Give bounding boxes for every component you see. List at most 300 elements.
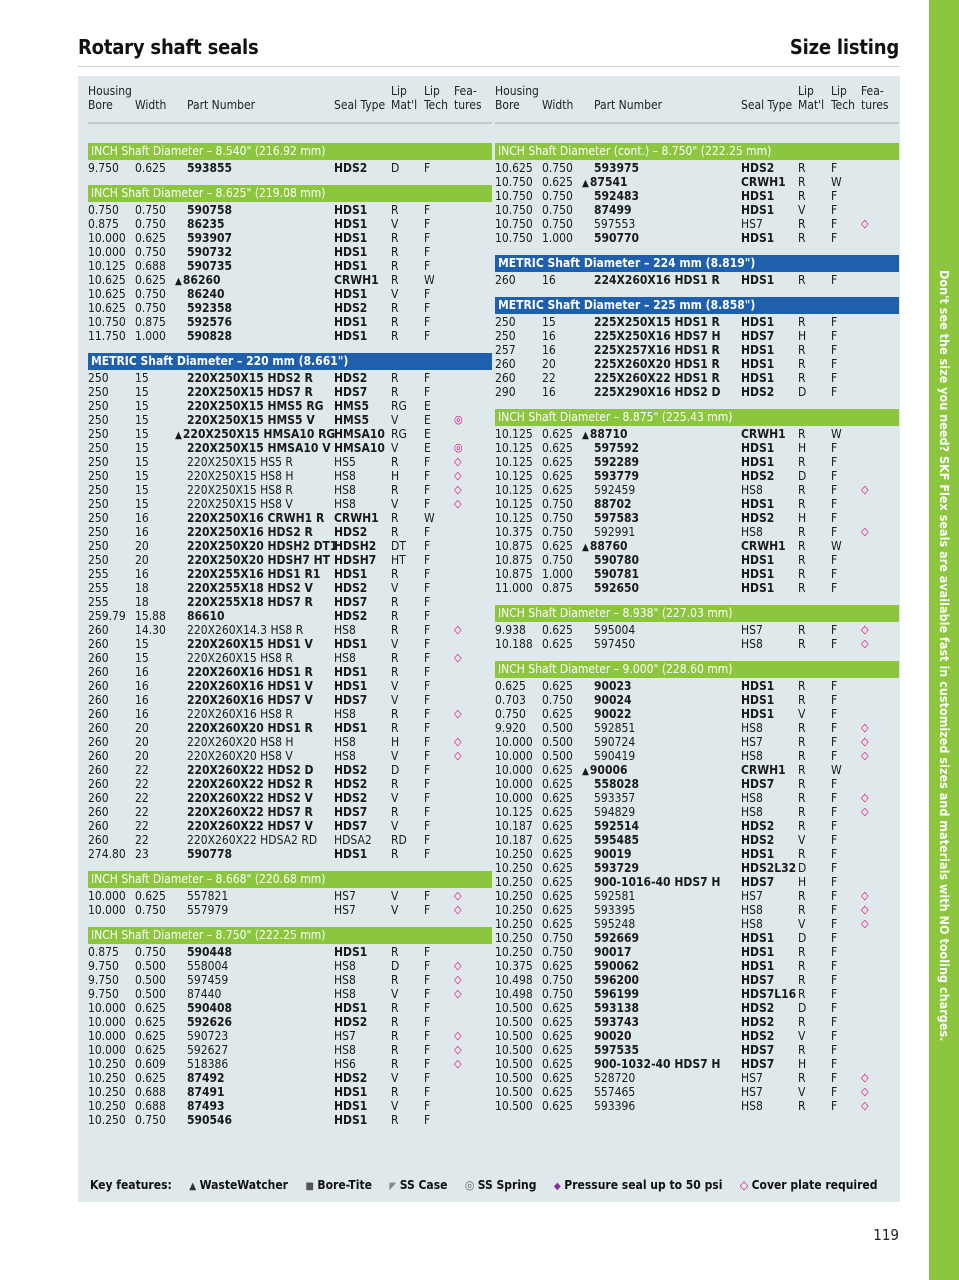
cell-width: 18 bbox=[135, 595, 149, 609]
cell-bore: 250 bbox=[495, 329, 516, 343]
cell-lip-tech: F bbox=[424, 819, 431, 833]
cell-lip-tech: F bbox=[424, 1001, 431, 1015]
cell-part-number: 518386 bbox=[187, 1057, 229, 1071]
cell-lip-material: V bbox=[798, 707, 806, 721]
cell-bore: 250 bbox=[88, 539, 109, 553]
cell-seal-type: HS7 bbox=[741, 889, 763, 903]
cell-seal-type: HS8 bbox=[741, 805, 763, 819]
cell-seal-type: HDS2 bbox=[334, 581, 368, 595]
table-row bbox=[88, 1029, 492, 1043]
cell-seal-type: HDS1 bbox=[334, 203, 368, 217]
table-row bbox=[495, 637, 899, 651]
table-row bbox=[88, 553, 492, 567]
cell-lip-material: V bbox=[391, 819, 399, 833]
table-row bbox=[495, 385, 899, 399]
cell-bore: 260 bbox=[88, 665, 109, 679]
table-row bbox=[88, 441, 492, 455]
cell-lip-tech: F bbox=[831, 749, 838, 763]
table-row bbox=[495, 539, 899, 553]
cell-lip-material: R bbox=[391, 525, 399, 539]
cell-lip-material: V bbox=[391, 679, 399, 693]
cell-part-number: 225X260X20 HDS1 R bbox=[594, 357, 720, 371]
cell-part-number: 592459 bbox=[594, 483, 636, 497]
cell-part-number: 220X260X16 HDS1 R bbox=[187, 665, 313, 679]
left-column-header bbox=[88, 84, 492, 112]
cell-lip-material: R bbox=[391, 245, 399, 259]
cell-bore: 10.875 bbox=[495, 553, 533, 567]
cell-width: 0.625 bbox=[135, 273, 166, 287]
cell-bore: 10.125 bbox=[495, 469, 533, 483]
left-size-table bbox=[88, 143, 492, 1127]
cell-lip-tech: F bbox=[424, 847, 431, 861]
cell-bore: 10.250 bbox=[495, 931, 533, 945]
cell-part-number: 593907 bbox=[187, 231, 233, 245]
cell-width: 15 bbox=[135, 651, 149, 665]
cell-seal-type: HDS2 bbox=[334, 161, 368, 175]
table-row bbox=[495, 861, 899, 875]
cell-seal-type: HDS2 bbox=[741, 1001, 775, 1015]
cell-width: 22 bbox=[542, 371, 556, 385]
cell-lip-tech: F bbox=[831, 791, 838, 805]
header-lip-tech-top: Lip bbox=[831, 84, 847, 98]
table-row bbox=[88, 399, 492, 413]
cell-width: 20 bbox=[135, 553, 149, 567]
cell-bore: 10.125 bbox=[495, 441, 533, 455]
table-row bbox=[495, 231, 899, 245]
table-row bbox=[88, 511, 492, 525]
cell-bore: 250 bbox=[88, 427, 109, 441]
cell-bore: 260 bbox=[88, 805, 109, 819]
cell-width: 0.750 bbox=[135, 245, 166, 259]
header-features: tures bbox=[454, 98, 482, 112]
cell-part-number: 220X260X22 HDS2 D bbox=[187, 763, 314, 777]
cell-features: ◇ bbox=[454, 623, 462, 636]
cell-lip-tech: F bbox=[831, 1029, 838, 1043]
cell-seal-type: HDS1 bbox=[334, 567, 368, 581]
cell-bore: 10.000 bbox=[88, 231, 126, 245]
key-features-legend bbox=[90, 1178, 892, 1192]
cell-lip-material: H bbox=[798, 1057, 807, 1071]
cell-seal-type: CRWH1 bbox=[741, 175, 786, 189]
cell-bore: 10.250 bbox=[495, 945, 533, 959]
cell-width: 0.500 bbox=[135, 987, 166, 1001]
cell-bore: 0.875 bbox=[88, 945, 119, 959]
cell-width: 0.625 bbox=[542, 1071, 573, 1085]
cell-width: 15 bbox=[135, 385, 149, 399]
cell-lip-material: V bbox=[391, 749, 399, 763]
cell-lip-material: D bbox=[798, 861, 807, 875]
cell-lip-material: V bbox=[391, 497, 399, 511]
cell-width: 0.625 bbox=[542, 539, 573, 553]
cell-seal-type: HDS7L16 bbox=[741, 987, 797, 1001]
cell-part-number: 590062 bbox=[594, 959, 640, 973]
cell-features: ◇ bbox=[454, 1057, 462, 1070]
cell-features: ◇ bbox=[861, 217, 869, 230]
cell-part-number: 224X260X16 HDS1 R bbox=[594, 273, 720, 287]
cell-part-number: 597553 bbox=[594, 217, 636, 231]
cell-lip-material: R bbox=[798, 819, 806, 833]
cell-width: 1.000 bbox=[542, 231, 573, 245]
cell-width: 15 bbox=[135, 399, 149, 413]
table-row bbox=[88, 1043, 492, 1057]
cell-seal-type: HS8 bbox=[334, 1043, 356, 1057]
cell-lip-tech: F bbox=[424, 553, 431, 567]
cell-width: 0.750 bbox=[542, 553, 573, 567]
cell-bore: 10.875 bbox=[495, 567, 533, 581]
cell-lip-tech: F bbox=[424, 497, 431, 511]
table-row bbox=[495, 189, 899, 203]
cell-bore: 260 bbox=[88, 707, 109, 721]
cell-part-number: 220X260X16 HDS1 V bbox=[187, 679, 313, 693]
table-row bbox=[495, 1015, 899, 1029]
cell-part-number: 220X260X15 HDS1 V bbox=[187, 637, 313, 651]
cell-bore: 260 bbox=[88, 693, 109, 707]
cell-width: 15.88 bbox=[135, 609, 166, 623]
cell-bore: 250 bbox=[88, 385, 109, 399]
cell-lip-material: RD bbox=[391, 833, 407, 847]
cell-width: 0.625 bbox=[542, 441, 573, 455]
cell-lip-tech: F bbox=[424, 1071, 431, 1085]
table-row bbox=[88, 903, 492, 917]
cell-bore: 250 bbox=[88, 441, 109, 455]
section-header: METRIC Shaft Diameter – 225 mm (8.858") bbox=[495, 297, 899, 314]
table-row bbox=[495, 847, 899, 861]
cell-width: 0.625 bbox=[135, 1015, 166, 1029]
right-header-rule bbox=[495, 122, 899, 124]
table-row bbox=[88, 819, 492, 833]
cell-lip-material: R bbox=[391, 665, 399, 679]
cell-lip-tech: F bbox=[424, 959, 431, 973]
cell-features: ◇ bbox=[861, 903, 869, 916]
table-row bbox=[88, 833, 492, 847]
legend-text: SS Case bbox=[399, 1178, 448, 1192]
cell-lip-tech: F bbox=[424, 469, 431, 483]
table-row bbox=[495, 749, 899, 763]
wastewatcher-icon: ▲ bbox=[582, 430, 589, 441]
cell-part-number: 595004 bbox=[594, 623, 636, 637]
cell-width: 22 bbox=[135, 819, 149, 833]
section-gap bbox=[495, 287, 899, 297]
wastewatcher-icon: ▲ bbox=[175, 276, 182, 287]
cell-part-number: 220X250X16 HDS2 R bbox=[187, 525, 313, 539]
cell-bore: 10.750 bbox=[495, 231, 533, 245]
cell-width: 0.625 bbox=[135, 1029, 166, 1043]
cell-lip-material: H bbox=[798, 441, 807, 455]
cell-part-number: 597459 bbox=[187, 973, 229, 987]
cell-width: 0.750 bbox=[542, 203, 573, 217]
cell-lip-tech: F bbox=[424, 245, 431, 259]
legend-pressure-seal bbox=[554, 1178, 723, 1192]
part-number-text: 88710 bbox=[589, 427, 628, 441]
cell-seal-type: HMSA10 bbox=[334, 427, 385, 441]
cell-lip-tech: F bbox=[831, 637, 838, 651]
cell-lip-material: R bbox=[798, 749, 806, 763]
cell-lip-tech: F bbox=[424, 665, 431, 679]
cell-seal-type: HDS1 bbox=[334, 329, 368, 343]
cell-bore: 250 bbox=[495, 315, 516, 329]
table-row bbox=[495, 483, 899, 497]
cell-part-number: 596200 bbox=[594, 973, 640, 987]
cell-width: 22 bbox=[135, 763, 149, 777]
cell-seal-type: HS8 bbox=[334, 623, 356, 637]
cell-lip-tech: W bbox=[831, 539, 842, 553]
cell-lip-tech: F bbox=[831, 525, 838, 539]
cell-seal-type: HDS7 bbox=[334, 693, 368, 707]
cell-bore: 10.000 bbox=[495, 735, 533, 749]
cell-bore: 10.500 bbox=[495, 1057, 533, 1071]
cell-bore: 10.625 bbox=[88, 301, 126, 315]
cell-part-number: 86235 bbox=[187, 217, 225, 231]
cell-seal-type: HS7 bbox=[741, 623, 763, 637]
cell-seal-type: HDS1 bbox=[741, 945, 775, 959]
table-row bbox=[88, 707, 492, 721]
table-row bbox=[88, 847, 492, 861]
cell-bore: 10.500 bbox=[495, 1043, 533, 1057]
cell-seal-type: HDS2 bbox=[741, 385, 775, 399]
cell-part-number: 220X255X18 HDS2 V bbox=[187, 581, 313, 595]
cell-seal-type: CRWH1 bbox=[741, 427, 786, 441]
table-row bbox=[88, 483, 492, 497]
cell-lip-tech: F bbox=[831, 273, 838, 287]
cell-width: 0.500 bbox=[542, 749, 573, 763]
cell-part-number: 558028 bbox=[594, 777, 640, 791]
cell-part-number: 592358 bbox=[187, 301, 233, 315]
cell-width: 15 bbox=[135, 427, 149, 441]
cell-seal-type: HS7 bbox=[741, 735, 763, 749]
legend-text: Cover plate required bbox=[751, 1178, 878, 1192]
cell-width: 0.750 bbox=[542, 511, 573, 525]
table-row bbox=[88, 259, 492, 273]
cell-part-number: 557821 bbox=[187, 889, 229, 903]
left-header-rule bbox=[88, 122, 492, 124]
cell-bore: 10.000 bbox=[495, 791, 533, 805]
cell-bore: 0.703 bbox=[495, 693, 526, 707]
cell-width: 0.625 bbox=[542, 847, 573, 861]
cell-seal-type: HDS1 bbox=[741, 441, 775, 455]
wastewatcher-icon: ▲ bbox=[175, 430, 182, 441]
cell-lip-tech: F bbox=[424, 217, 431, 231]
cell-bore: 290 bbox=[495, 385, 516, 399]
cell-width: 15 bbox=[542, 315, 556, 329]
table-row bbox=[495, 1057, 899, 1071]
cell-width: 0.625 bbox=[135, 889, 166, 903]
cell-lip-material: RG bbox=[391, 399, 407, 413]
cell-width: 0.625 bbox=[542, 1085, 573, 1099]
cell-lip-tech: F bbox=[424, 1015, 431, 1029]
section-gap bbox=[88, 175, 492, 185]
cell-part-number: 592483 bbox=[594, 189, 640, 203]
cell-seal-type: HDS2 bbox=[334, 525, 368, 539]
cell-lip-tech: F bbox=[424, 567, 431, 581]
cell-features: ◇ bbox=[454, 1029, 462, 1042]
cell-width: 0.625 bbox=[135, 1043, 166, 1057]
cell-lip-tech: F bbox=[831, 1001, 838, 1015]
cell-width: 0.625 bbox=[542, 791, 573, 805]
cell-lip-tech: E bbox=[424, 427, 431, 441]
cell-lip-tech: F bbox=[831, 861, 838, 875]
cell-seal-type: HDS1 bbox=[741, 553, 775, 567]
cell-part-number: 593729 bbox=[594, 861, 640, 875]
cell-bore: 10.125 bbox=[88, 259, 126, 273]
cell-lip-tech: F bbox=[424, 161, 431, 175]
cell-bore: 10.625 bbox=[495, 161, 533, 175]
cell-seal-type: HDS1 bbox=[741, 343, 775, 357]
cell-lip-material: R bbox=[798, 637, 806, 651]
cell-width: 0.500 bbox=[135, 959, 166, 973]
cell-lip-tech: F bbox=[424, 1113, 431, 1127]
cell-part-number: 220X250X15 HDS7 R bbox=[187, 385, 313, 399]
legend-text: SS Spring bbox=[477, 1178, 537, 1192]
cell-features: ◎ bbox=[454, 413, 463, 426]
cell-lip-material: D bbox=[798, 469, 807, 483]
table-row bbox=[495, 1001, 899, 1015]
cell-bore: 10.500 bbox=[495, 1085, 533, 1099]
cell-seal-type: HDS7 bbox=[741, 973, 775, 987]
table-row bbox=[88, 987, 492, 1001]
cell-seal-type: HDS2 bbox=[334, 1071, 368, 1085]
section-header: METRIC Shaft Diameter – 220 mm (8.661") bbox=[88, 353, 492, 370]
cell-bore: 260 bbox=[88, 651, 109, 665]
cell-seal-type: HDS7 bbox=[741, 875, 775, 889]
cell-lip-tech: W bbox=[831, 175, 842, 189]
cell-seal-type: HS8 bbox=[741, 903, 763, 917]
table-row bbox=[88, 329, 492, 343]
cell-seal-type: HS8 bbox=[741, 637, 763, 651]
cell-bore: 10.250 bbox=[495, 875, 533, 889]
cell-width: 0.625 bbox=[542, 861, 573, 875]
cell-width: 0.625 bbox=[542, 777, 573, 791]
cell-lip-tech: F bbox=[424, 973, 431, 987]
cell-seal-type: HDS2 bbox=[334, 609, 368, 623]
cell-bore: 10.625 bbox=[88, 287, 126, 301]
cell-bore: 10.000 bbox=[88, 1001, 126, 1015]
cell-width: 0.500 bbox=[542, 721, 573, 735]
table-row bbox=[495, 343, 899, 357]
legend-wastewatcher bbox=[189, 1178, 288, 1192]
cell-lip-material: R bbox=[798, 553, 806, 567]
cell-part-number: 590448 bbox=[187, 945, 233, 959]
cell-bore: 10.125 bbox=[495, 483, 533, 497]
right-size-table bbox=[495, 143, 899, 1113]
cell-bore: 10.625 bbox=[88, 273, 126, 287]
legend-cover-plate bbox=[740, 1178, 878, 1192]
cell-seal-type: HDS1 bbox=[334, 1085, 368, 1099]
cell-bore: 10.500 bbox=[495, 1001, 533, 1015]
cell-lip-tech: F bbox=[831, 931, 838, 945]
cell-seal-type: HDS1 bbox=[334, 217, 368, 231]
cell-width: 20 bbox=[135, 749, 149, 763]
header-lip-tech-top: Lip bbox=[424, 84, 440, 98]
table-row bbox=[88, 245, 492, 259]
cell-seal-type: HS7 bbox=[334, 889, 356, 903]
cell-seal-type: HDS1 bbox=[741, 707, 775, 721]
table-row bbox=[495, 203, 899, 217]
table-row bbox=[495, 1099, 899, 1113]
cell-seal-type: HDS2 bbox=[334, 1015, 368, 1029]
table-row bbox=[88, 315, 492, 329]
cell-seal-type: HDS1 bbox=[741, 203, 775, 217]
cell-seal-type: HDS1 bbox=[334, 231, 368, 245]
cell-bore: 10.000 bbox=[88, 1029, 126, 1043]
table-row bbox=[495, 735, 899, 749]
cell-seal-type: HDS1 bbox=[741, 315, 775, 329]
cell-lip-material: R bbox=[391, 1043, 399, 1057]
cell-features: ◇ bbox=[454, 987, 462, 1000]
cell-part-number: 220X260X20 HS8 H bbox=[187, 735, 294, 749]
cell-bore: 10.250 bbox=[88, 1099, 126, 1113]
table-row bbox=[495, 511, 899, 525]
cell-lip-material: R bbox=[391, 567, 399, 581]
cell-features: ◇ bbox=[861, 917, 869, 930]
cell-lip-tech: F bbox=[831, 1085, 838, 1099]
cell-part-number: 220X260X22 HDSA2 RD bbox=[187, 833, 318, 847]
cell-lip-tech: F bbox=[831, 987, 838, 1001]
cell-lip-material: R bbox=[798, 903, 806, 917]
cell-lip-material: V bbox=[391, 693, 399, 707]
table-row bbox=[495, 581, 899, 595]
cell-lip-tech: F bbox=[424, 735, 431, 749]
table-row bbox=[88, 371, 492, 385]
cell-lip-tech: F bbox=[831, 735, 838, 749]
cell-bore: 10.000 bbox=[495, 777, 533, 791]
cell-bore: 255 bbox=[88, 567, 109, 581]
cell-width: 0.500 bbox=[135, 973, 166, 987]
cell-lip-tech: F bbox=[831, 581, 838, 595]
table-row bbox=[88, 889, 492, 903]
cell-width: 0.750 bbox=[542, 161, 573, 175]
cell-lip-material: HT bbox=[391, 553, 406, 567]
cell-seal-type: HS8 bbox=[741, 1099, 763, 1113]
cell-lip-material: R bbox=[798, 217, 806, 231]
cell-lip-tech: F bbox=[831, 567, 838, 581]
table-row bbox=[88, 161, 492, 175]
cell-part-number: 225X257X16 HDS1 R bbox=[594, 343, 720, 357]
cell-lip-tech: F bbox=[424, 329, 431, 343]
cell-lip-material: R bbox=[391, 651, 399, 665]
cell-part-number: 220X260X20 HDS1 R bbox=[187, 721, 313, 735]
key-label: Key features: bbox=[90, 1178, 172, 1192]
cell-lip-material: R bbox=[798, 623, 806, 637]
cell-bore: 250 bbox=[88, 483, 109, 497]
wastewatcher-icon: ▲ bbox=[582, 178, 589, 189]
cell-lip-material: R bbox=[798, 763, 806, 777]
cell-part-number: 220X260X22 HDS2 V bbox=[187, 791, 313, 805]
cell-width: 15 bbox=[135, 637, 149, 651]
cell-part-number: 592851 bbox=[594, 721, 636, 735]
cell-width: 0.625 bbox=[542, 637, 573, 651]
cell-seal-type: HDS1 bbox=[741, 189, 775, 203]
cell-lip-material: H bbox=[391, 735, 400, 749]
cell-lip-tech: F bbox=[831, 917, 838, 931]
cell-part-number: 90022 bbox=[594, 707, 632, 721]
cell-lip-material: R bbox=[798, 483, 806, 497]
header-lip-mat: Mat'l bbox=[798, 98, 825, 112]
cell-part-number: 590770 bbox=[594, 231, 640, 245]
cell-seal-type: HS8 bbox=[741, 483, 763, 497]
table-row bbox=[495, 273, 899, 287]
part-number-text: 90006 bbox=[589, 763, 628, 777]
cell-lip-tech: F bbox=[831, 777, 838, 791]
cell-width: 15 bbox=[135, 441, 149, 455]
cell-lip-tech: F bbox=[831, 1057, 838, 1071]
cell-lip-tech: F bbox=[424, 371, 431, 385]
cell-lip-tech: F bbox=[424, 385, 431, 399]
table-row bbox=[88, 1001, 492, 1015]
cell-part-number: 220X250X15 HMS5 RG bbox=[187, 399, 324, 413]
header-lip-tech: Tech bbox=[424, 98, 448, 112]
cell-lip-material: D bbox=[798, 931, 807, 945]
table-row bbox=[495, 903, 899, 917]
